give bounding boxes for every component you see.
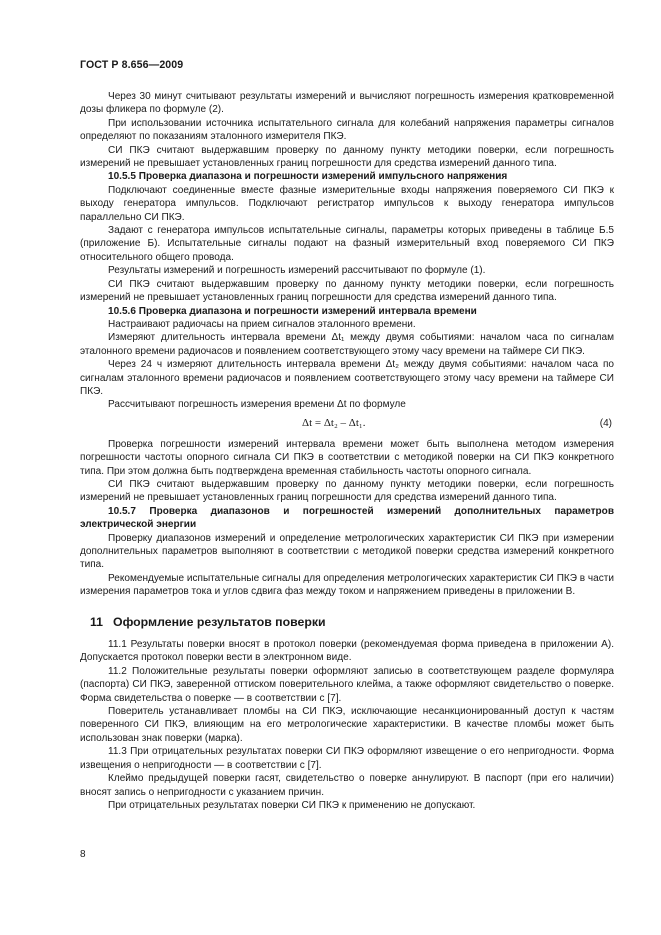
document-body [80, 90, 614, 812]
paragraph: Поверитель устанавливает пломбы на СИ ПКЭ, исключающие несанкционированный доступ к частям поверенного СИ ПКЭ, влияющим на его метрологические характеристики. В качестве пломбы может быть использован знак поверки (марка). [80, 706, 614, 744]
paragraph: Подключают соединенные вместе фазные измерительные входы напряжения поверяемого СИ ПКЭ к выходу генератора импульсов. Подключают регистратор импульсов к выходу генератора импульсов параллельно СИ ПКЭ. [80, 184, 614, 223]
page-number: 8 [80, 849, 86, 860]
paragraph: При отрицательных результатах поверки СИ ПКЭ к применению не допускают. [108, 799, 476, 811]
subsection-heading: 10.5.6 Проверка диапазона и погрешности измерений интервала времени [108, 305, 477, 317]
paragraph: Через 24 ч измеряют длительность интервала времени Δt₂ между двумя событиями: началом часа по сигналам эталонного времени радиочасов и появлением соответствующего этому часу времени на таймере СИ ПКЭ. [80, 359, 614, 397]
paragraph: СИ ПКЭ считают выдержавшим проверку по данному пункту методики поверки, если погрешность измерений не превышает установленных границ погрешности для средства измерений данного типа. [80, 278, 614, 304]
formula-4 [80, 417, 614, 432]
paragraph: Рекомендуемые испытательные сигналы для определения метрологических характеристик СИ ПКЭ в части измерения параметров тока и углов сдвига фаз между током и напряжением приведены в приложении В. [80, 572, 614, 598]
paragraph: СИ ПКЭ считают выдержавшим проверку по данному пункту методики поверки, если погрешность измерений не превышает установленных границ погрешности для средства измерений данного типа. [80, 144, 614, 170]
paragraph: Проверка погрешности измерений интервала времени может быть выполнена методом измерения погрешности частоты опорного сигнала СИ ПКЭ в соответствии с методикой поверки на СИ ПКЭ конкретного типа. При этом должна быть подтверждена временная стабильность частоты опорного сигнала. [80, 438, 614, 477]
paragraph-group-section-11 [80, 638, 614, 812]
subsection-heading: 10.5.7 Проверка диапазонов и погрешностей измерений дополнительных параметров электрической энергии [80, 505, 614, 531]
paragraph: Результаты измерений и погрешность измерений рассчитывают по формуле (1). [108, 265, 486, 277]
paragraph: Измеряют длительность интервала времени Δt₁ между двумя событиями: началом часа по сигналам эталонного времени радиочасов и появлением соответствующего этому часу времени на таймере СИ ПКЭ. [80, 332, 614, 357]
paragraph: При использовании источника испытательного сигнала для колебаний напряжения параметры сигналов определяют по показаниям эталонного измерителя ПКЭ. [80, 117, 614, 143]
section-title: Оформление результатов поверки [113, 614, 326, 629]
section-number: 11 [90, 614, 103, 629]
subsection-heading: 10.5.5 Проверка диапазона и погрешности измерений импульсного напряжения [108, 171, 508, 183]
paragraph: Через 30 минут считывают результаты измерений и вычисляют погрешность измерения кратковременной дозы фликера по формуле (2). [80, 91, 614, 116]
paragraph-group-section-10-5-cont [80, 438, 614, 599]
document-header: ГОСТ Р 8.656—2009 [80, 59, 184, 71]
formula-number: (4) [599, 417, 612, 429]
paragraph: Настраивают радиочасы на прием сигналов эталонного времени. [108, 318, 416, 330]
paragraph: Проверку диапазонов измерений и определение метрологических характеристик СИ ПКЭ при измерении дополнительных параметров выполняют в соответствии с методикой поверки средства измерений конкретного типа. [80, 532, 614, 571]
section-heading [80, 616, 614, 629]
paragraph: Задают с генератора импульсов испытательные сигналы, параметры которых приведены в таблице Б.5 (приложение Б). Испытательные сигналы подают на фазный измерительный вход поверяемого СИ ПКЭ относительного общего провода. [80, 225, 614, 263]
paragraph: 11.1 Результаты поверки вносят в протокол поверки (рекомендуемая форма приведена в приложении А). Допускается протокол поверки вести в электронном виде. [80, 639, 614, 664]
paragraph: СИ ПКЭ считают выдержавшим проверку по данному пункту методики поверки, если погрешность измерений не превышает установленных границ погрешности для средства измерений данного типа. [80, 478, 614, 504]
paragraph-group-section-10-5 [80, 90, 614, 412]
formula-expression: Δt = Δt₂ – Δt₁. [302, 416, 366, 429]
paragraph: Рассчитывают погрешность измерения времени Δt по формуле [108, 399, 406, 411]
paragraph: 11.2 Положительные результаты поверки оформляют записью в соответствующем разделе формуляра (паспорта) СИ ПКЭ, заверенной оттиском поверительного клейма, а также оформляют свидетельство о поверке. Форма свидетельства о поверке — в соответствии с [7]. [80, 665, 614, 704]
paragraph: 11.3 При отрицательных результатах поверки СИ ПКЭ оформляют извещение о его непригодности. Форма извещения о непригодности — в соответствии с [7]. [80, 746, 614, 771]
paragraph: Клеймо предыдущей поверки гасят, свидетельство о поверке аннулируют. В паспорт (при его наличии) вносят запись о непригодности с указанием причин. [80, 773, 614, 798]
